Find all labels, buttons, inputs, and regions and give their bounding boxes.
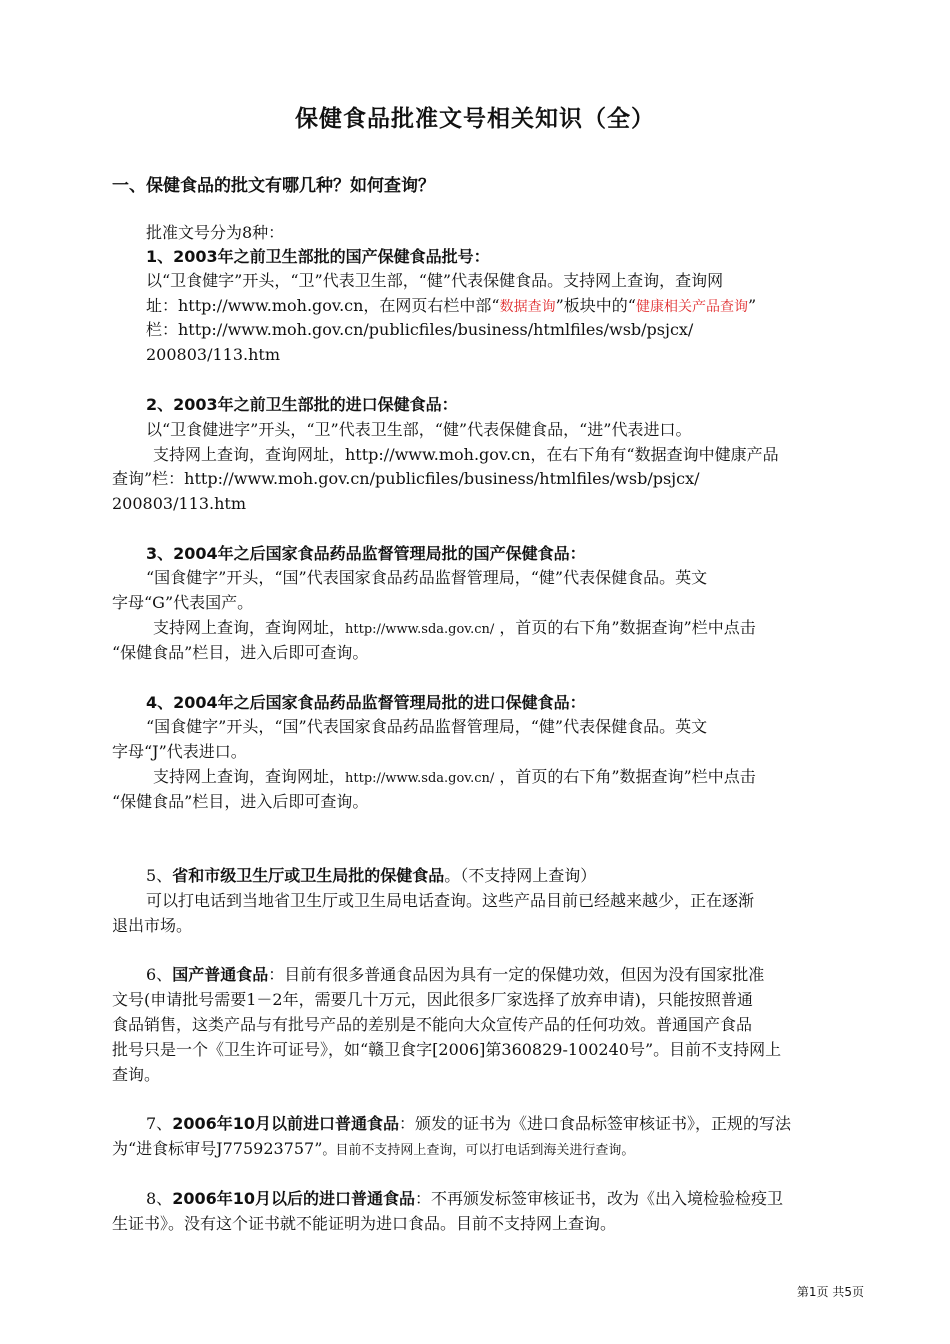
item-4-line-2: 字母“J”代表进口。 <box>112 742 247 761</box>
item-1-line-3: 栏：http://www.moh.gov.cn/publicfiles/business/htmlfiles/wsb/psjcx/ <box>146 320 694 339</box>
item-6-line-1-text: ：目前有很多普通食品因为具有一定的保健功效，但因为没有国家批准 <box>268 965 765 984</box>
item-8-bold-title: 2006年10月以后的进口普通食品 <box>172 1189 415 1208</box>
item-2-heading: 2、2003年之前卫生部批的进口保健食品： <box>146 395 458 414</box>
item-2-line-2: 支持网上查询，查询网址，http://www.moh.gov.cn，在右下角有“数据查询中健康产品 <box>153 445 779 464</box>
item-2-line-3: 查询”栏：http://www.moh.gov.cn/publicfiles/business/htmlfiles/wsb/psjcx/ <box>112 469 700 488</box>
item-1-line-2 <box>146 294 756 319</box>
item-3-line-3-text-2: ，首页的右下角”数据查询”栏中点击 <box>494 618 756 637</box>
item-4-line-1: “国食健字”开头，“国”代表国家食品药品监督管理局，“健”代表保健食品。英文 <box>146 717 708 736</box>
item-6-line-1 <box>146 963 764 987</box>
item-7-line-2-text: 为“进食标审号J775923757” <box>112 1139 323 1158</box>
item-2-line-4: 200803/113.htm <box>112 494 246 513</box>
item-7-line-2-note: 。目前不支持网上查询，可以打电话到海关进行查询。 <box>322 1143 635 1158</box>
item-4-line-3-text-2: ，首页的右下角”数据查询”栏中点击 <box>494 767 756 786</box>
item-3-heading: 3、2004年之后国家食品药品监督管理局批的国产保健食品： <box>146 544 586 563</box>
item-6-line-3: 食品销售，这类产品与有批号产品的差别是不能向大众宣传产品的任何功效。普通国产食品 <box>112 1015 753 1034</box>
item-4-line-3-text: 支持网上查询，查询网址， <box>153 767 346 786</box>
item-4-line-4: “保健食品”栏目，进入后即可查询。 <box>112 792 369 811</box>
sda-url: http://www.sda.gov.cn/ <box>345 771 495 786</box>
item-1-line-2-text-2: ”板块中的“ <box>555 296 636 315</box>
health-product-query-highlight: 健康相关产品查询 <box>635 299 748 315</box>
item-5-line-2: 退出市场。 <box>112 916 193 935</box>
item-6-bold-title: 国产普通食品 <box>172 965 269 984</box>
item-7-number: 7、 <box>146 1114 173 1133</box>
item-6-line-5: 查询。 <box>112 1065 161 1084</box>
page-number-footer: 第1页 共5页 <box>796 1285 864 1299</box>
item-3-line-1: “国食健字”开头，“国”代表国家食品药品监督管理局，“健”代表保健食品。英文 <box>146 568 708 587</box>
item-1-line-4: 200803/113.htm <box>146 345 280 364</box>
item-7-bold-title: 2006年10月以前进口普通食品 <box>172 1114 399 1133</box>
item-1-heading: 1、2003年之前卫生部批的国产保健食品批号： <box>146 247 490 266</box>
item-2-line-1: 以“卫食健进字”开头，“卫”代表卫生部，“健”代表保健食品，“进”代表进口。 <box>146 420 692 439</box>
item-3-line-3-text: 支持网上查询，查询网址， <box>153 618 346 637</box>
item-3-line-2: 字母“G”代表国产。 <box>112 593 254 612</box>
data-query-highlight: 数据查询 <box>499 299 556 315</box>
sda-url: http://www.sda.gov.cn/ <box>345 622 495 637</box>
item-6-number: 6、 <box>146 965 173 984</box>
item-5-heading <box>146 864 596 888</box>
item-8-number: 8、 <box>146 1189 173 1208</box>
item-3-line-3 <box>153 616 756 642</box>
item-8-line-1-text: ：不再颁发标签审核证书，改为《出入境检验检疫卫 <box>415 1189 784 1208</box>
item-5-line-1: 可以打电话到当地省卫生厅或卫生局电话查询。这些产品目前已经越来越少，正在逐渐 <box>146 891 755 910</box>
item-7-line-2 <box>112 1137 634 1163</box>
item-4-line-3 <box>153 765 756 791</box>
item-3-line-4: “保健食品”栏目，进入后即可查询。 <box>112 643 369 662</box>
item-7-line-1 <box>146 1112 791 1136</box>
item-5-number: 5、 <box>146 866 173 885</box>
item-8-line-1 <box>146 1187 783 1211</box>
item-1-line-2-text: 址：http://www.moh.gov.cn，在网页右栏中部“ <box>146 296 500 315</box>
section-heading: 一、保健食品的批文有哪几种？如何查询？ <box>112 176 435 196</box>
item-1-line-1: 以“卫食健字”开头，“卫”代表卫生部，“健”代表保健食品。支持网上查询，查询网 <box>146 271 724 290</box>
item-4-heading: 4、2004年之后国家食品药品监督管理局批的进口保健食品： <box>146 693 586 712</box>
item-8-line-2: 生证书》。没有这个证书就不能证明为进口食品。目前不支持网上查询。 <box>112 1214 617 1233</box>
document-title: 保健食品批准文号相关知识（全） <box>295 106 655 132</box>
item-5-note: 。（不支持网上查询） <box>444 866 597 885</box>
intro-text: 批准文号分为8种： <box>146 223 285 242</box>
item-1-line-2-text-3: ” <box>747 296 757 315</box>
item-7-line-1-text: ：颁发的证书为《进口食品标签审核证书》，正规的写法 <box>399 1114 792 1133</box>
item-5-bold-title: 省和市级卫生厅或卫生局批的保健食品 <box>172 866 445 885</box>
item-6-line-2: 文号(申请批号需要1－2年，需要几十万元，因此很多厂家选择了放弃申请)，只能按照普通 <box>112 990 753 1009</box>
item-6-line-4: 批号只是一个《卫生许可证号》，如“赣卫食字[2006]第360829-100240号”。目前不支持网上 <box>112 1040 782 1059</box>
